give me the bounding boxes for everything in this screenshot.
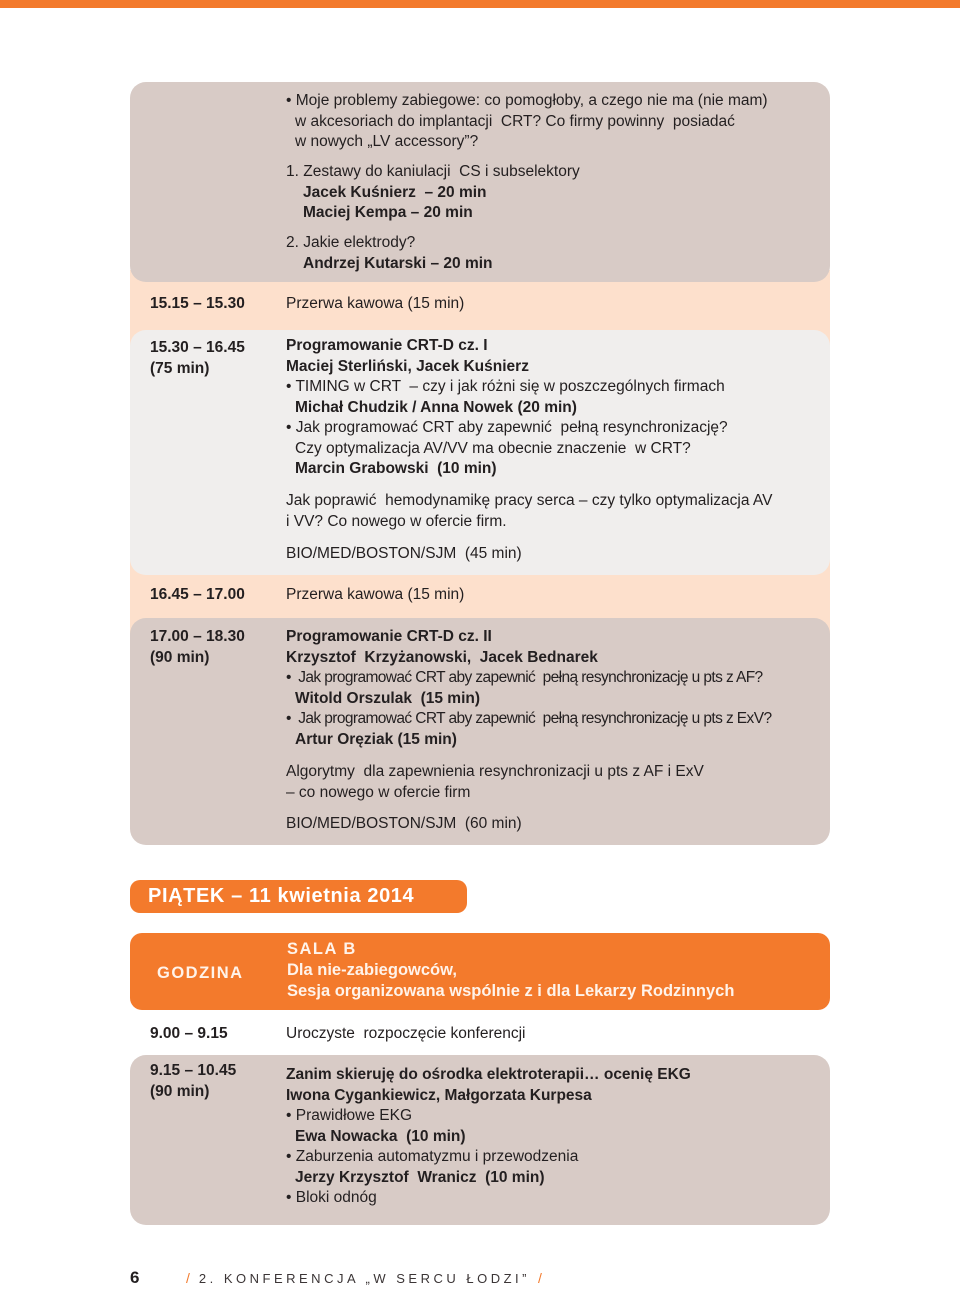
room-header xyxy=(287,939,734,1002)
bullet-item: • Moje problemy zabiegowe: co pomogłoby, a czego nie ma (nie mam) xyxy=(286,92,768,109)
topic-item: 1. Zestawy do kaniulacji CS i subselektory xyxy=(286,163,580,180)
session-title: Zanim skieruję do ośrodka elektroterapii… ocenię EKG xyxy=(286,1066,691,1083)
footer-separator: / xyxy=(537,1270,542,1286)
bullet-item: • Zaburzenia automatyzmu i przewodzenia xyxy=(286,1148,579,1165)
time-column-header: GODZINA xyxy=(157,964,244,982)
page-footer xyxy=(130,1266,542,1290)
session-block-ekg xyxy=(130,1055,830,1225)
session-content xyxy=(286,1065,691,1209)
session-time xyxy=(150,627,245,668)
session-content xyxy=(286,91,768,274)
session-block-crt-d-part-2 xyxy=(130,618,830,845)
spacer xyxy=(286,480,772,492)
day-heading: PIĄTEK – 11 kwietnia 2014 xyxy=(130,880,467,913)
bullet-item: • Bloki odnóg xyxy=(286,1189,377,1206)
top-accent-bar xyxy=(0,0,960,8)
paragraph-line: i VV? Co nowego w ofercie firm. xyxy=(286,512,507,530)
session-speakers: Iwona Cygankiewicz, Małgorzata Kurpesa xyxy=(286,1086,592,1104)
running-title: 2. KONFERENCJA „W SERCU ŁODZI” xyxy=(198,1270,530,1286)
break-time: 15.15 – 15.30 xyxy=(150,295,245,312)
speaker-line: Marcin Grabowski (10 min) xyxy=(295,460,497,477)
spacer xyxy=(286,224,768,234)
speaker-line: Jerzy Krzysztof Wranicz (10 min) xyxy=(295,1168,545,1186)
spacer xyxy=(286,153,768,163)
session-time xyxy=(150,338,245,379)
time-duration: (90 min) xyxy=(150,1082,210,1100)
room-name: SALA B xyxy=(287,940,357,958)
speaker-line: Andrzej Kutarski – 20 min xyxy=(303,254,493,272)
paragraph-line: Algorytmy dla zapewnienia resynchronizacji u pts z AF i ExV xyxy=(286,763,704,780)
speaker-line: Ewa Nowacka (10 min) xyxy=(295,1127,466,1145)
session-title: Programowanie CRT-D cz. I xyxy=(286,337,488,354)
topic-item: 2. Jakie elektrody? xyxy=(286,234,416,251)
sponsors-line: BIO/MED/BOSTON/SJM (45 min) xyxy=(286,545,522,562)
time-duration: (75 min) xyxy=(150,359,210,377)
break-row xyxy=(130,294,830,315)
break-time: 16.45 – 17.00 xyxy=(150,586,245,603)
paragraph-line: – co nowego w ofercie firm xyxy=(286,783,471,801)
speaker-line: Artur Oręziak (15 min) xyxy=(295,730,457,748)
text-line: w nowych „LV accessory”? xyxy=(295,133,479,150)
break-label: Przerwa kawowa (15 min) xyxy=(286,586,465,603)
opening-row xyxy=(130,1024,830,1045)
session-title: Programowanie CRT-D cz. II xyxy=(286,628,492,645)
bullet-item: • Jak programować CRT aby zapewnić pełną resynchronizację u pts z AF? xyxy=(286,669,763,686)
spacer xyxy=(286,750,771,762)
spacer xyxy=(286,532,772,544)
bullet-item: • Jak programować CRT aby zapewnić pełną resynchronizację u pts z ExV? xyxy=(286,710,772,727)
session-content xyxy=(286,627,771,835)
speaker-line: Maciej Kempa – 20 min xyxy=(303,204,473,221)
time-duration: (90 min) xyxy=(150,648,210,666)
bullet-item: • Prawidłowe EKG xyxy=(286,1107,413,1124)
opening-label: Uroczyste rozpoczęcie konferencji xyxy=(286,1025,526,1042)
room-subtitle: Dla nie-zabiegowców, xyxy=(287,961,457,979)
break-row xyxy=(130,585,830,606)
time-range: 17.00 – 18.30 xyxy=(150,628,245,645)
time-range: 9.15 – 10.45 xyxy=(150,1062,237,1079)
session-time xyxy=(150,1061,236,1102)
speaker-line: Witold Orszulak (15 min) xyxy=(295,689,481,707)
spacer xyxy=(286,803,771,814)
sponsors-line: BIO/MED/BOSTON/SJM (60 min) xyxy=(286,815,522,832)
speaker-line: Michał Chudzik / Anna Nowek (20 min) xyxy=(295,398,577,416)
page-number: 6 xyxy=(130,1268,140,1287)
room-description: Sesja organizowana wspólnie z i dla Lekarzy Rodzinnych xyxy=(287,982,735,1000)
speaker-line: Jacek Kuśnierz – 20 min xyxy=(303,183,487,201)
session-speakers: Maciej Sterliński, Jacek Kuśnierz xyxy=(286,357,529,375)
session-speakers: Krzysztof Krzyżanowski, Jacek Bednarek xyxy=(286,648,598,666)
session-block-crt-d-part-1 xyxy=(130,330,830,575)
footer-separator: / xyxy=(186,1270,190,1286)
text-line: Czy optymalizacja AV/VV ma obecnie znaczenie w CRT? xyxy=(295,439,691,457)
bullet-item: • TIMING w CRT – czy i jak różni się w poszczególnych firmach xyxy=(286,378,725,395)
bullet-item: • Jak programować CRT aby zapewnić pełną resynchronizację? xyxy=(286,419,728,436)
session-block-procedural-problems xyxy=(130,82,830,282)
break-label: Przerwa kawowa (15 min) xyxy=(286,295,465,312)
text-line: w akcesoriach do implantacji CRT? Co firmy powinny posiadać xyxy=(295,112,735,130)
schedule-header xyxy=(130,933,830,1010)
session-content xyxy=(286,336,772,565)
paragraph-line: Jak poprawić hemodynamikę pracy serca – czy tylko optymalizacja AV xyxy=(286,492,773,509)
opening-time: 9.00 – 9.15 xyxy=(150,1025,228,1042)
time-range: 15.30 – 16.45 xyxy=(150,339,245,356)
